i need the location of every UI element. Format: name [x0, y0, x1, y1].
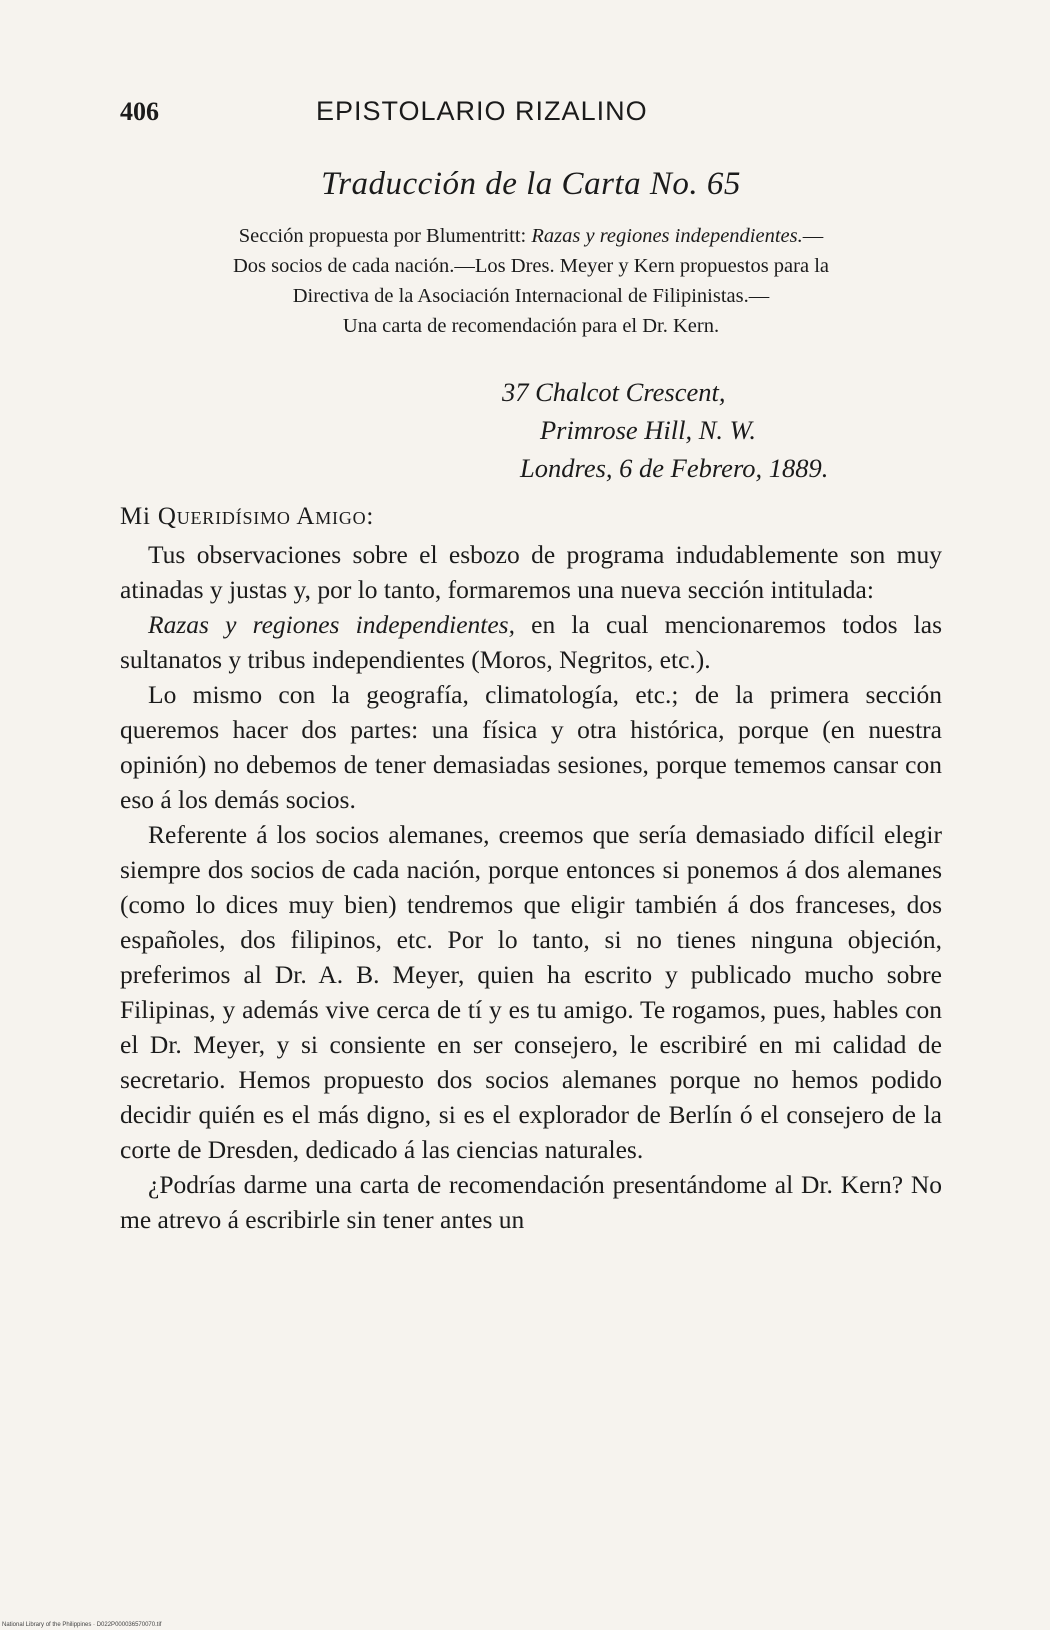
summary-line-4: Una carta de recomendación para el Dr. Kern.: [342, 315, 720, 337]
body-paragraph-4: Referente á los socios alemanes, creemos que sería demasiado difícil elegir siempre dos socios de cada nación, porque entonces si ponemos á dos alemanes (como lo dices muy bien) tendremos que eligir también á dos franceses, dos españoles, dos filipinos, etc. Por lo tanto, si no tienes ninguna objeción, preferimos al Dr. A. B. Meyer, quien ha escrito y publicado mucho sobre Filipinas, y además vive cerca de tí y es tu amigo. Te rogamos, pues, hables con el Dr. Meyer, y si consiente en ser consejero, le escribiré en mi calidad de secretario. Hemos propuesto dos socios alemanes porque no hemos podido decidir quién es el más digno, si es el explorador de Berlín ó el consejero de la corte de Dresden, dedicado á las ciencias naturales.: [120, 820, 942, 1164]
body-paragraph-2: [120, 607, 942, 677]
letter-body: [120, 537, 942, 1237]
summary-line-2: Dos socios de cada nación.—Los Dres. Meyer y Kern propuestos para la: [232, 255, 830, 277]
body-paragraph-2-italic: Razas y regiones independientes,: [148, 610, 515, 639]
summary-line-3: Directiva de la Asociación Internacional de Filipinistas.—: [292, 285, 770, 307]
address-line-2: Primrose Hill, N. W.: [540, 415, 756, 445]
body-paragraph-5: ¿Podrías darme una carta de recomendación presentándome al Dr. Kern? No me atrevo á escribirle sin tener antes un: [120, 1170, 942, 1234]
salutation-colon: :: [366, 503, 375, 530]
salutation-queridisimo: UERIDÍSIMO: [176, 508, 291, 528]
document-page: [120, 96, 942, 1237]
letter-summary: [120, 221, 942, 341]
salutation: [120, 503, 942, 531]
salutation-q: Q: [157, 503, 177, 530]
body-paragraph-3: Lo mismo con la geografía, climatología, etc.; de la primera sección queremos hacer dos partes: una física y otra histórica, porque (en nuestra opinión) no debemos de tener demasiadas sesiones, porque tememos cansar con eso á los demás socios.: [120, 680, 942, 814]
body-paragraph-2-rest: en la cual mencionaremos todos las sultanatos y tribus independientes (Moros, Negritos, etc.).: [120, 610, 942, 674]
footer-credit: National Library of the Philippines · D022P000036570070.tif: [2, 1622, 162, 1628]
letter-title: Traducción de la Carta No. 65: [321, 166, 741, 202]
address-line-1: 37 Chalcot Crescent,: [502, 377, 726, 407]
letter-address: [120, 373, 942, 487]
summary-line-1-prefix: Sección propuesta por Blumentritt:: [238, 225, 532, 247]
body-paragraph-1: Tus observaciones sobre el esbozo de programa indudablemente son muy atinadas y justas y, por lo tanto, formaremos una nueva sección intitulada:: [120, 540, 942, 604]
summary-line-1-italic: Razas y regiones independientes.: [531, 225, 803, 247]
salutation-mi: Mi: [120, 503, 158, 530]
salutation-amigo: MIGO: [315, 508, 367, 528]
page-number: 406: [120, 97, 159, 126]
address-line-3: Londres, 6 de Febrero, 1889.: [520, 453, 829, 483]
summary-line-1-suffix: —: [802, 225, 824, 247]
salutation-a: A: [290, 503, 316, 530]
running-head: [120, 96, 942, 136]
running-title: EPISTOLARIO RIZALINO: [316, 96, 648, 126]
summary-line-1: [134, 221, 928, 251]
